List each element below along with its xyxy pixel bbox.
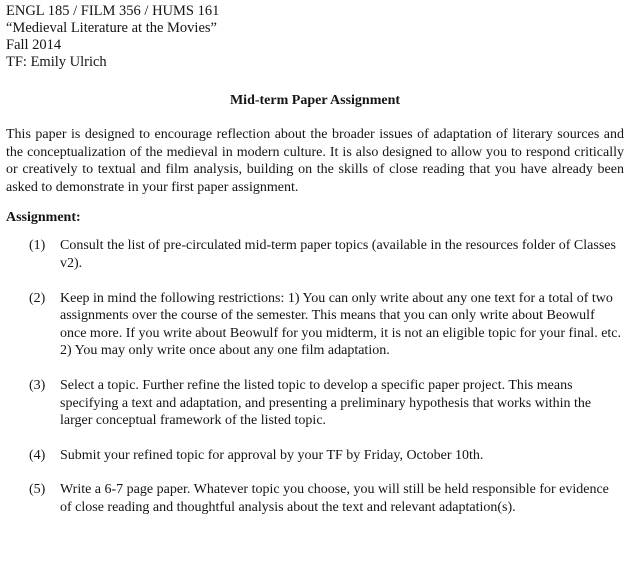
item-number: (2) (29, 290, 46, 306)
item-text: Keep in mind the following restrictions: 1) You can only write about any one text for a total of two assignments over the course of the semester. This means that you can only write about Beowulf once more. If you write about Beowulf for you midterm, it is not an eligible topic for your final. etc. 2) You may only write once about any one film adaptation. (60, 290, 622, 359)
item-number: (4) (29, 447, 46, 463)
list-item (6, 377, 624, 430)
item-text: Submit your refined topic for approval by your TF by Friday, October 10th. (60, 447, 484, 463)
course-title: “Medieval Literature at the Movies” (6, 20, 217, 36)
list-item (6, 481, 624, 516)
term: Fall 2014 (6, 37, 62, 53)
assignment-heading: Assignment: (6, 210, 81, 226)
assignment-steps (6, 237, 624, 516)
document-title: Mid-term Paper Assignment (229, 93, 401, 108)
item-text: Write a 6-7 page paper. Whatever topic you choose, you will still be held responsible for evidence of close reading and thoughtful analysis about the text and relevant adaptation(s). (60, 482, 609, 515)
item-text: Select a topic. Further refine the listed topic to develop a specific paper project. This means specifying a text and adaptation, and presenting a preliminary hypothesis that works within the larger conceptual framework of the listed topic. (60, 377, 592, 429)
item-number: (3) (29, 377, 46, 393)
list-item (6, 447, 624, 465)
course-codes: ENGL 185 / FILM 356 / HUMS 161 (6, 3, 220, 19)
intro-paragraph: This paper is designed to encourage reflection about the broader issues of adaptation of literary sources and the conceptualization of the medieval in modern culture. It is also designed to allow you to respond critically or creatively to textual and film analysis, building on the skills of close reading that you have already been asked to demonstrate in your first paper assignment. (6, 127, 624, 195)
item-number: (5) (29, 482, 46, 498)
list-item (6, 290, 624, 360)
item-number: (1) (29, 238, 46, 254)
teaching-fellow: TF: Emily Ulrich (6, 54, 107, 70)
list-item (6, 237, 624, 272)
item-text: Consult the list of pre-circulated mid-term paper topics (available in the resources folder of Classes v2). (60, 238, 616, 271)
